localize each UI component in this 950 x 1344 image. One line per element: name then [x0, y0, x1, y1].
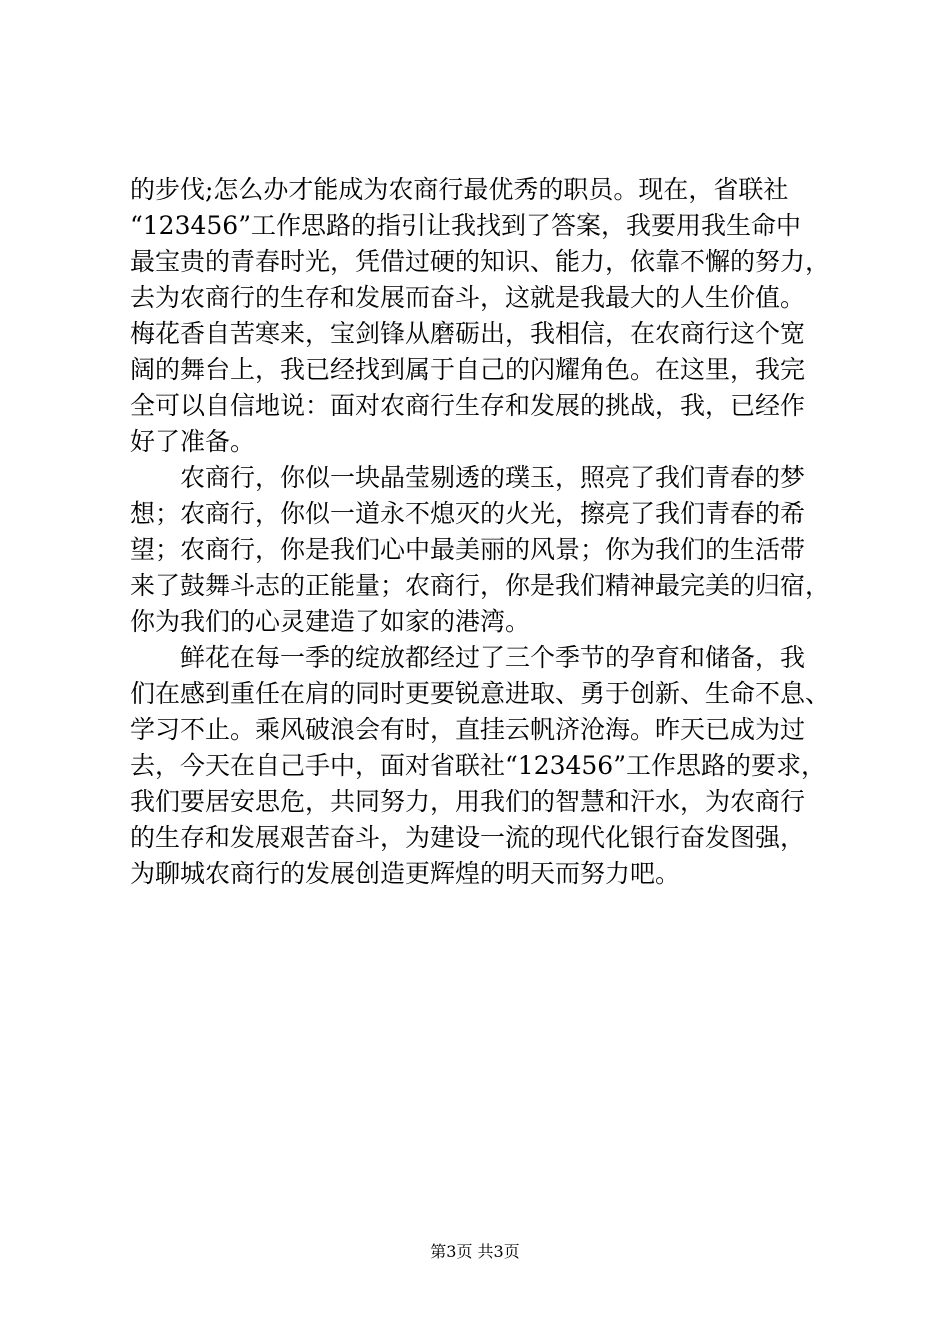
paragraph-start-line: 鲜花在每一季的绽放都经过了三个季节的孕育和储备，我 [180, 643, 806, 672]
text-line: 全可以自信地说：面对农商行生存和发展的挑战，我，已经作 [130, 391, 806, 420]
text-line: 我们要居安思危，共同努力，用我们的智慧和汗水，为农商行 [130, 787, 806, 816]
text-line: 阔的舞台上，我已经找到属于自己的闪耀角色。在这里，我完 [130, 355, 806, 384]
page-number-label: 第3页 共3页 [430, 1242, 520, 1261]
text-line: 好了准备。 [130, 427, 256, 456]
text-line: 最宝贵的青春时光，凭借过硬的知识、能力，依靠不懈的努力， [130, 247, 831, 276]
text-line: 的步伐;怎么办才能成为农商行最优秀的职员。现在，省联社 [130, 175, 789, 204]
text-line: 想；农商行，你似一道永不熄灭的火光，擦亮了我们青春的希 [130, 499, 806, 528]
text-line: 去为农商行的生存和发展而奋斗，这就是我最大的人生价值。 [130, 283, 806, 312]
text-line: 来了鼓舞斗志的正能量；农商行，你是我们精神最完美的归宿， [130, 571, 831, 600]
page-footer [0, 1242, 950, 1262]
text-line: 望；农商行，你是我们心中最美丽的风景；你为我们的生活带 [130, 535, 806, 564]
text-line: 去，今天在自己手中，面对省联社“123456”工作思路的要求， [130, 751, 826, 780]
body-text [130, 172, 830, 892]
text-line: 们在感到重任在肩的同时更要锐意进取、勇于创新、生命不息、 [130, 679, 831, 708]
text-line: 的生存和发展艰苦奋斗，为建设一流的现代化银行奋发图强， [130, 823, 806, 852]
text-line: “123456”工作思路的指引让我找到了答案，我要用我生命中 [130, 211, 801, 240]
text-line: 你为我们的心灵建造了如家的港湾。 [130, 607, 531, 636]
paragraph-start-line: 农商行，你似一块晶莹剔透的璞玉，照亮了我们青春的梦 [180, 463, 806, 492]
text-line: 梅花香自苦寒来，宝剑锋从磨砺出，我相信，在农商行这个宽 [130, 319, 806, 348]
text-line: 为聊城农商行的发展创造更辉煌的明天而努力吧。 [130, 859, 681, 888]
text-line: 学习不止。乘风破浪会有时，直挂云帆济沧海。昨天已成为过 [130, 715, 806, 744]
